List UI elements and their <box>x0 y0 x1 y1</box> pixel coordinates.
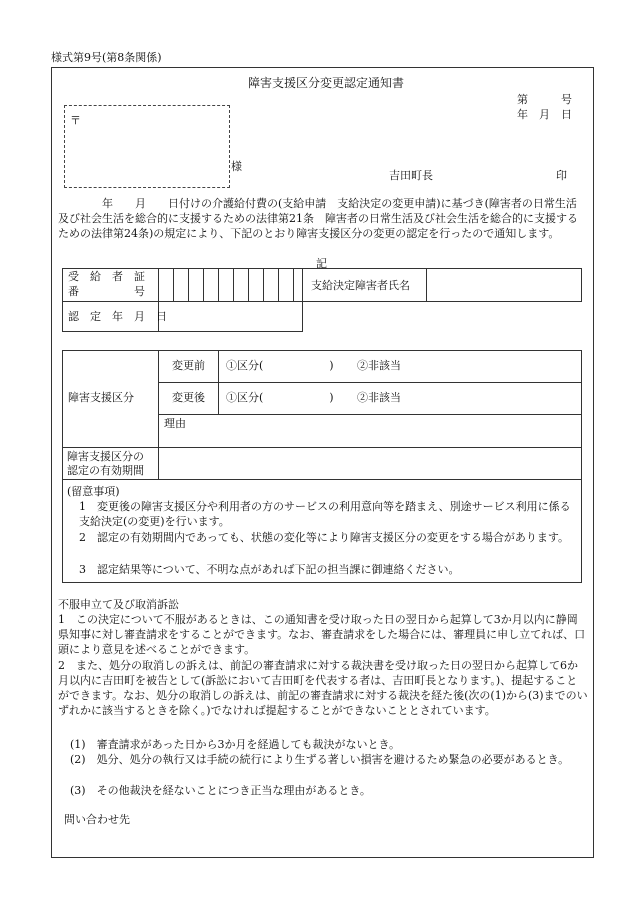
after-label: 変更後 <box>172 391 205 404</box>
document-date: 年 月 日 <box>517 108 572 121</box>
recipient-number-label-2: 番 号 <box>68 285 145 298</box>
recipient-number-label: 受 給 者 証 <box>68 270 145 283</box>
address-box <box>64 105 230 188</box>
issuer: 吉田町長 <box>389 169 433 182</box>
appeal-header: 不服申立て及び取消訴訟 <box>58 598 179 611</box>
page-title: 障害支援区分変更認定通知書 <box>248 76 405 90</box>
appeal-sub-3: (3) その他裁決を経ないことにつき正当な理由があるとき。 <box>70 784 371 797</box>
ki-mark: 記 <box>316 257 327 270</box>
appeal-sub-1: (1) 審査請求があった日から3か月を経過しても裁決がないとき。 <box>70 738 401 751</box>
seal-mark: 印 <box>556 169 567 182</box>
note-item-1: 1 変更後の障害支援区分や利用者の方のサービスの利用意向等を踏まえ、別途サービス利用に係る支給決定(の変更)を行います。 <box>79 500 571 528</box>
after-option-na: ②非該当 <box>357 391 401 404</box>
certification-date-label: 認 定 年 月 日 <box>68 310 167 323</box>
notes-header: (留意事項) <box>67 485 120 498</box>
before-label: 変更前 <box>172 359 205 372</box>
validity-label: 障害支援区分の <box>67 450 144 463</box>
note-item-2: 2 認定の有効期間内であっても、状態の変化等により障害支援区分の変更をする場合があります。 <box>79 531 570 544</box>
form-number: 様式第9号(第8条関係) <box>51 51 162 64</box>
appeal-sub-2: (2) 処分、処分の執行又は手続の続行により生ずる著しい損害を避けるため緊急の必要があるとき。 <box>70 753 570 766</box>
before-option-category: ①区分( ) <box>226 359 334 372</box>
addressee-suffix: 様 <box>231 160 242 173</box>
after-option-category: ①区分( ) <box>226 391 334 404</box>
document-number: 第 号 <box>517 93 572 106</box>
validity-label-2: 認定の有効期間 <box>67 464 144 477</box>
recipient-name-label: 支給決定障害者氏名 <box>311 279 410 292</box>
reason-label: 理由 <box>164 417 186 430</box>
appeal-paragraph-2: 2 また、処分の取消しの訴えは、前記の審査請求に対する裁決書を受け取った日の翌日から起算して6か月以内に吉田町を被告として(訴訟において吉田町を代表する者は、吉田町長となります。)、提起することができます。なお、処分の取消しの訴えは、前記の審査請求に対する裁決を経た後(次の(1)から(3)までのいずれかに該当するときを除く。)でなければ提起することができないこととされています。 <box>58 659 588 717</box>
postal-mark: 〒 <box>70 114 81 127</box>
note-item-3: 3 認定結果等について、不明な点があれば下記の担当課に御連絡ください。 <box>79 563 460 576</box>
intro-text: 年 月 日付けの介護給付費の(支給申請 支給決定の変更申請)に基づき(障害者の日常生活及び社会生活を総合的に支援するための法律第21条 障害者の日常生活及び社会生活を総合的に支援するための法律第24条)の規定により、下記のとおり障害支援区分の変更の認定を行ったので通知します。 <box>58 197 578 240</box>
category-label: 障害支援区分 <box>68 391 134 404</box>
before-option-na: ②非該当 <box>357 359 401 372</box>
appeal-paragraph-1: 1 この決定について不服があるときは、この通知書を受け取った日の翌日から起算して3か月以内に静岡県知事に対し審査請求をすることができます。なお、審査請求をした場合には、審理員に申し立てれば、口頭により意見を述べることができます。 <box>58 613 586 656</box>
inquiry-label: 問い合わせ先 <box>64 813 130 826</box>
